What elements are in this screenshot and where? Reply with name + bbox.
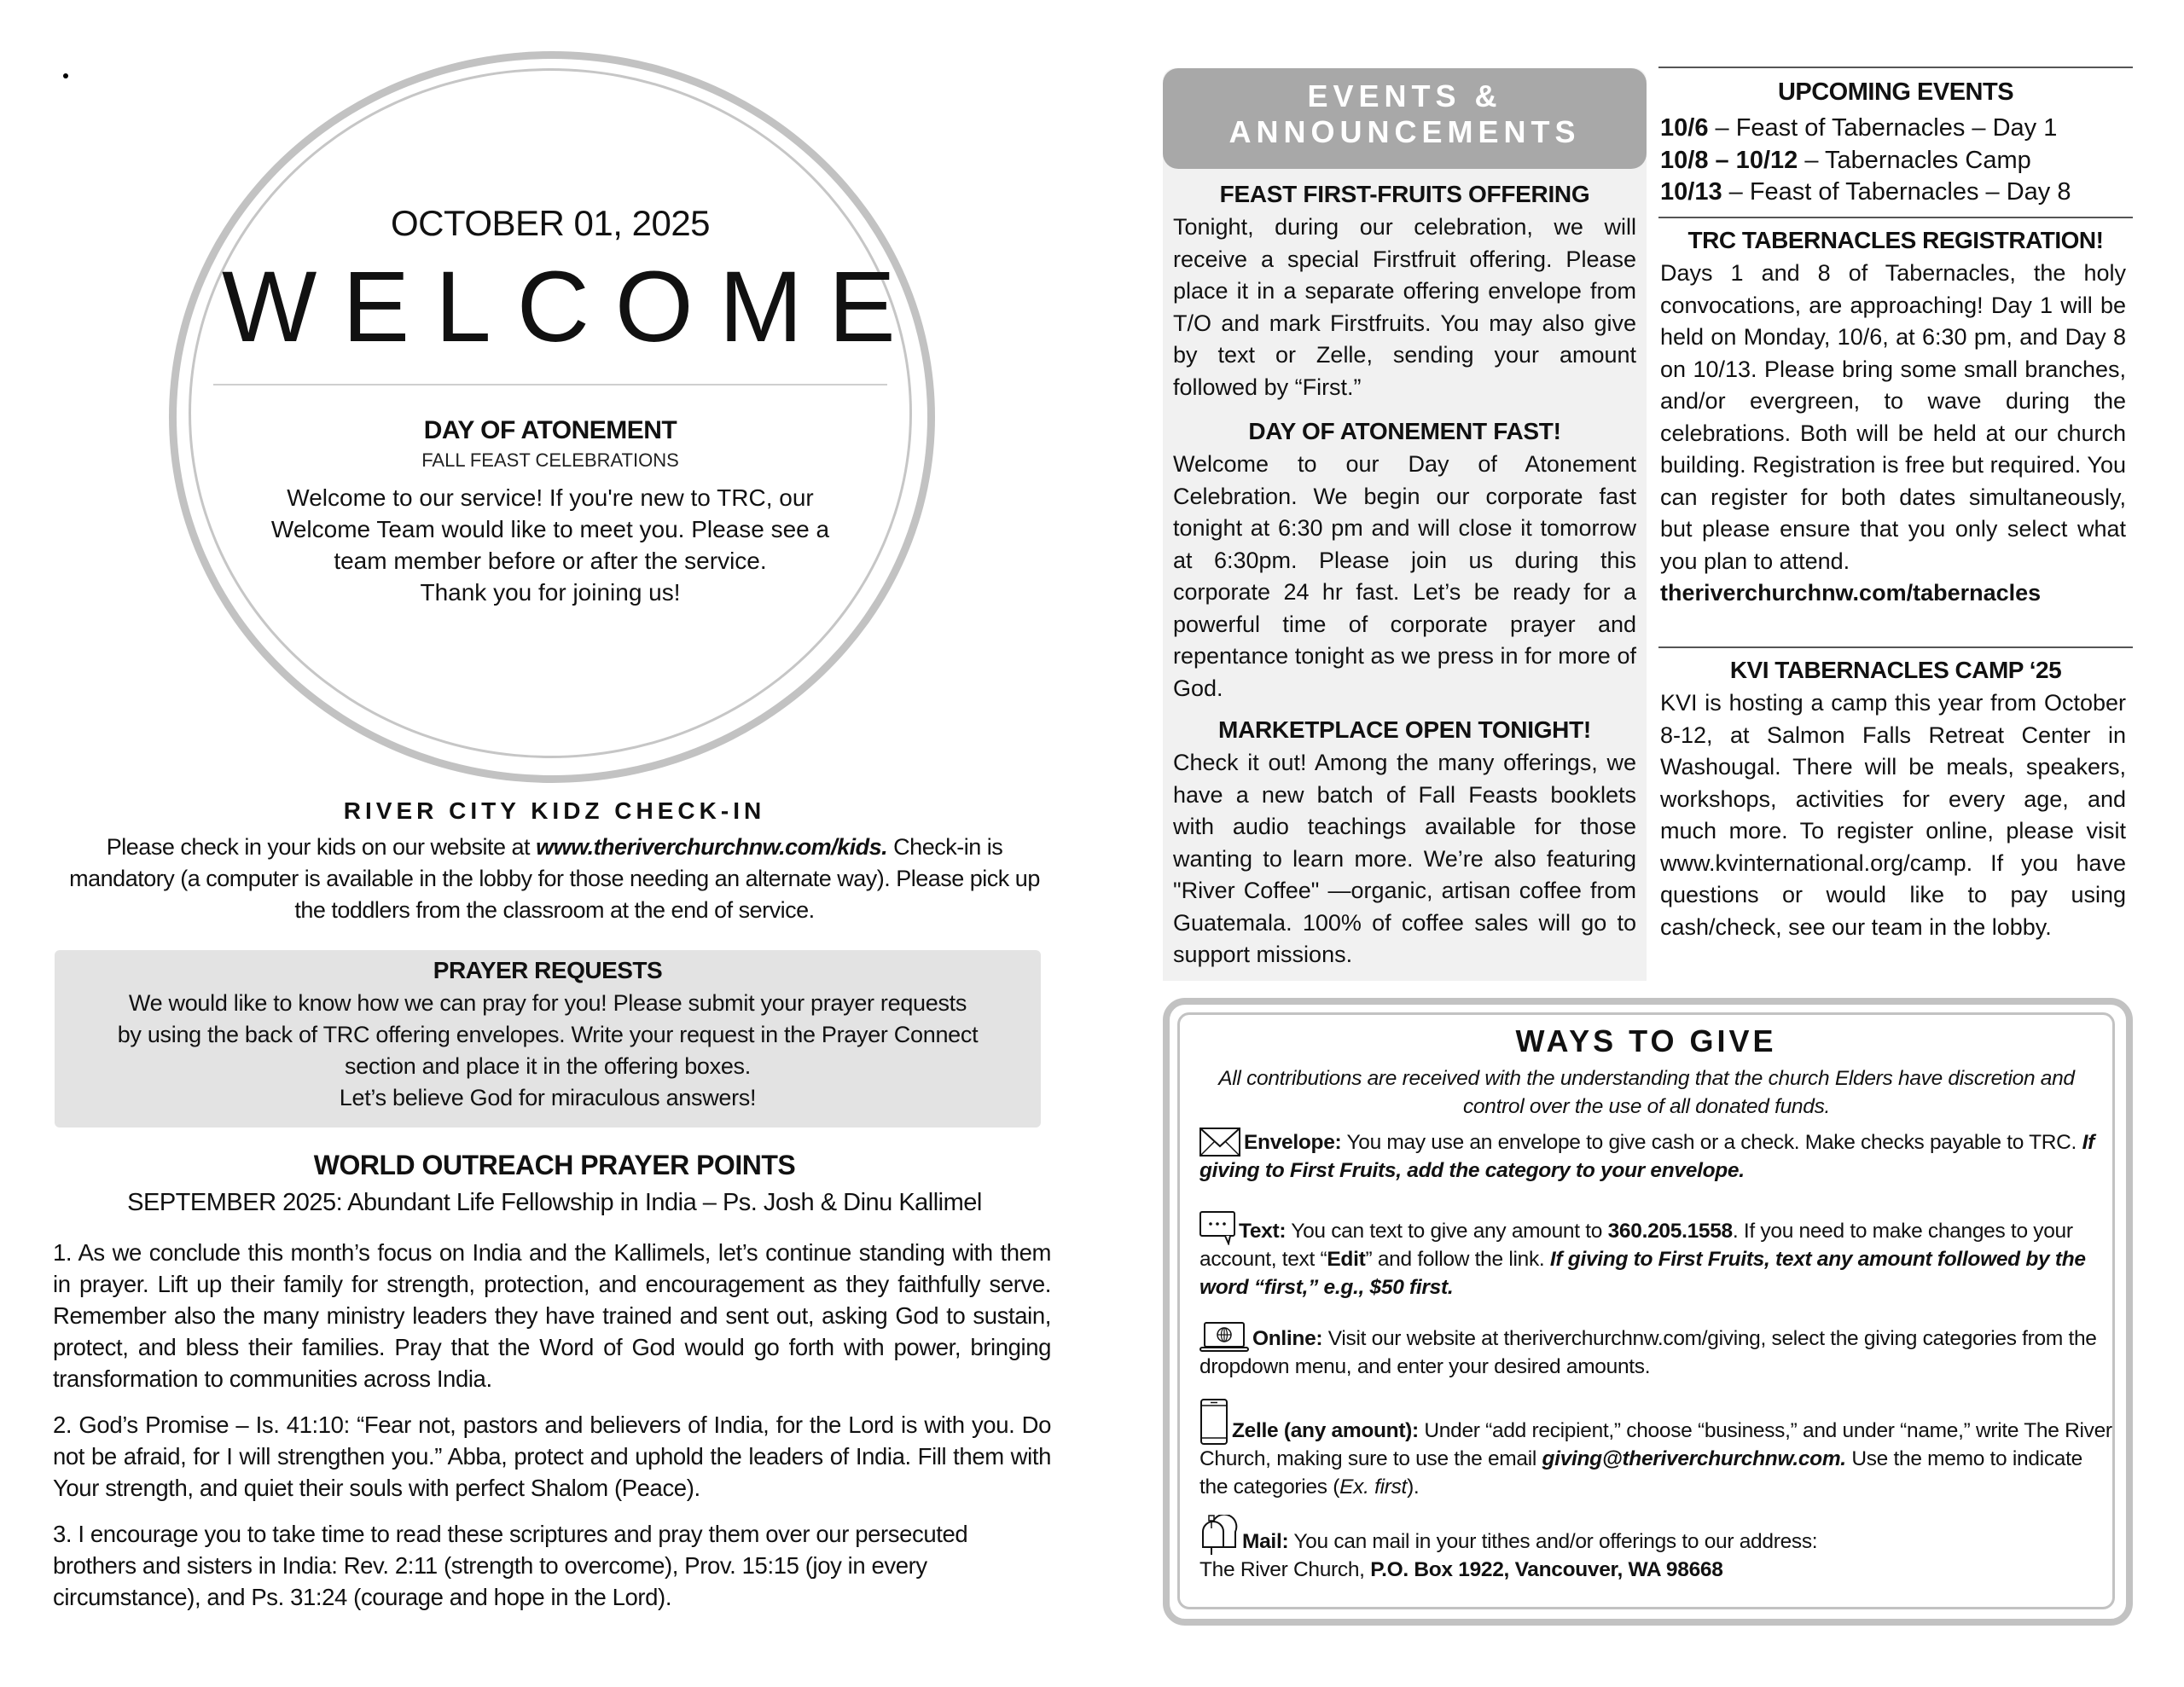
zelle-label: Zelle (any amount): bbox=[1232, 1419, 1419, 1442]
upcoming-events-title: UPCOMING EVENTS bbox=[1777, 78, 2014, 106]
prayer-requests-closing: Let’s believe God for miraculous answers! bbox=[339, 1085, 757, 1110]
welcome-thanks: Thank you for joining us! bbox=[420, 579, 681, 606]
events-header-line2: ANNOUNCEMENTS bbox=[1228, 114, 1581, 149]
give-envelope bbox=[1199, 1128, 2112, 1185]
event-subtitle: FALL FEAST CELEBRATIONS bbox=[421, 449, 679, 471]
prayer-requests-text: We would like to know how we can pray for you! Please submit your prayer requests by using the back of TRC offering envelopes. Write your request in the Prayer Connect section and place it in the offering boxes. bbox=[117, 990, 979, 1079]
outreach-point-1: 1. As we conclude this month’s focus on India and the Kallimels, let’s continue standing with them in prayer. Lift up their family for strength, protection, and encouragement as they faithfully serve. Remember also the many ministry leaders they have trained and sent out, asking God to sustain, protect, and bless their families. Pray that the Word of God would go forth with power, bringing transformation to communities across India. bbox=[53, 1239, 1051, 1392]
zelle-text: Use the memo to indicate the categories ( bbox=[1199, 1447, 2082, 1499]
event-item-body: Check it out! Among the many offerings, we have a new batch of Fall Feasts booklets with audio teachings available for those wanting to learn more. We’re also featuring "River Coffee" —organic, artisan coffee from Guatemala. 100% of coffee sales will go to support missions. bbox=[1173, 750, 1636, 967]
text-text: ” and follow the link. bbox=[1365, 1248, 1550, 1271]
kidz-body-post: Check-in is mandatory (a computer is available in the lobby for those needing an alternate way). Please pick up the toddlers from the classroom at the end of service. bbox=[69, 834, 1040, 923]
envelope-label: Envelope: bbox=[1244, 1131, 1342, 1154]
camp-body: KVI is hosting a camp this year from October 8-12, at Salmon Falls Retreat Center in Washougal. There will be meals, speakers, workshops, activities for every age, and much more. To register online, please visit www.kvinternational.org/camp. If you have questions or would like to pay using cash/check, see our team in the lobby. bbox=[1660, 690, 2126, 940]
outreach-point-2: 2. God’s Promise – Is. 41:10: “Fear not, pastors and believers of India, for the Lord is with you. Do not be afraid, for I will strengthen you.” Abba, protect and uphold the leaders of India. Fill them with Your strength, and quiet their souls with perfect Shalom (Peace). bbox=[53, 1412, 1051, 1501]
mail-label: Mail: bbox=[1242, 1530, 1289, 1553]
registration-link[interactable]: theriverchurchnw.com/tabernacles bbox=[1660, 580, 2042, 606]
zelle-example: Ex. first bbox=[1339, 1475, 1408, 1499]
welcome-title: WELCOME bbox=[222, 251, 921, 363]
zelle-text: Under “add recipient,” choose “business,” and under “name,” write The River Church, making sure to use the email bbox=[1199, 1419, 2112, 1470]
events-header-title bbox=[1163, 78, 1647, 150]
divider bbox=[1658, 217, 2133, 218]
event-item-title: DAY OF ATONEMENT FAST! bbox=[1248, 418, 1561, 444]
online-text: Visit our website at theriverchurchnw.com/giving, select the giving categories from the dropdown menu, and enter your desired amounts. bbox=[1199, 1327, 2097, 1378]
online-label: Online: bbox=[1252, 1327, 1323, 1350]
outreach-point-3: 3. I encourage you to take time to read these scriptures and pray them over our persecuted brothers and sisters in India: Rev. 2:11 (strength to overcome), Prov. 15:15 (joy in every circumstance), and Ps. 31:24 (courage and hope in the Lord). bbox=[53, 1521, 968, 1610]
mail-name: The River Church, bbox=[1199, 1558, 1371, 1581]
event-item-body: Tonight, during our celebration, we will receive a special Firstfruit offering. Please place it in a separate offering envelope from T/O and mark Firstfruits. You may also give by text or Zelle, sending your amount followed by “First.” bbox=[1173, 214, 1636, 400]
upcoming-events-list bbox=[1660, 113, 2135, 209]
upcoming-event-desc: – Tabernacles Camp bbox=[1798, 146, 2031, 174]
give-online bbox=[1199, 1322, 2112, 1381]
mail-text: You can mail in your tithes and/or offerings to our address: bbox=[1288, 1530, 1818, 1553]
kidz-checkin-title: RIVER CITY KIDZ CHECK-IN bbox=[343, 797, 766, 824]
zelle-text: ). bbox=[1407, 1475, 1420, 1499]
kidz-body-pre: Please check in your kids on our website at bbox=[106, 834, 537, 860]
envelope-icon bbox=[1199, 1128, 1240, 1157]
upcoming-event-date: 10/8 – 10/12 bbox=[1660, 146, 1798, 174]
mail-address: P.O. Box 1922, Vancouver, WA 98668 bbox=[1370, 1558, 1723, 1581]
text-keyword: Edit bbox=[1327, 1248, 1366, 1271]
give-text bbox=[1199, 1211, 2112, 1301]
upcoming-event-date: 10/13 bbox=[1660, 178, 1722, 206]
give-zelle bbox=[1199, 1399, 2112, 1501]
prayer-requests-title: PRAYER REQUESTS bbox=[433, 957, 663, 983]
upcoming-event-desc: – Feast of Tabernacles – Day 1 bbox=[1708, 114, 2058, 142]
stray-dot bbox=[63, 73, 68, 78]
ways-to-give-title: WAYS TO GIVE bbox=[1515, 1023, 1777, 1058]
event-item-title: FEAST FIRST-FRUITS OFFERING bbox=[1219, 181, 1590, 207]
welcome-ring-inner bbox=[189, 68, 921, 758]
welcome-divider bbox=[213, 384, 887, 386]
welcome-message bbox=[247, 482, 853, 608]
give-mail bbox=[1199, 1515, 2112, 1584]
upcoming-event bbox=[1660, 177, 2135, 209]
outreach-title: WORLD OUTREACH PRAYER POINTS bbox=[313, 1150, 796, 1180]
upcoming-event-date: 10/6 bbox=[1660, 114, 1709, 142]
text-text: . If you need to make changes to your account, text “ bbox=[1199, 1220, 2073, 1271]
upcoming-event bbox=[1660, 113, 2135, 145]
text-phone: 360.205.1558 bbox=[1607, 1220, 1733, 1243]
camp-title: KVI TABERNACLES CAMP ‘25 bbox=[1729, 657, 2062, 683]
event-item-body: Welcome to our Day of Atonement Celebration. We begin our corporate fast tonight at 6:30 pm and will close it tomorrow at 6:30pm. Please join us during this corporate 24 hr fast. Let’s be ready for a powerful time of corporate prayer and repentance tonight as we press in for more of God. bbox=[1173, 451, 1636, 701]
prayer-requests-body bbox=[55, 988, 1041, 1114]
mailbox-icon bbox=[1199, 1515, 1239, 1556]
text-label: Text: bbox=[1239, 1220, 1287, 1243]
events-header-line1: EVENTS & bbox=[1307, 78, 1502, 113]
event-title: DAY OF ATONEMENT bbox=[423, 416, 677, 444]
welcome-body: Welcome to our service! If you're new to TRC, our Welcome Team would like to meet you. Please see a team member before or after the service. bbox=[270, 484, 830, 574]
outreach-subtitle: SEPTEMBER 2025: Abundant Life Fellowship in India – Ps. Josh & Dinu Kallimel bbox=[127, 1189, 982, 1216]
upcoming-event bbox=[1660, 145, 2135, 177]
text-emphasis: If giving to First Fruits, text any amount followed by the word “first,” e.g., $50 first. bbox=[1199, 1248, 2086, 1299]
phone-icon bbox=[1199, 1399, 1228, 1445]
service-date: OCTOBER 01, 2025 bbox=[390, 203, 711, 243]
laptop-globe-icon bbox=[1199, 1322, 1249, 1353]
kidz-checkin-body bbox=[51, 832, 1058, 926]
divider bbox=[1658, 67, 2133, 68]
chat-bubble-icon bbox=[1199, 1211, 1235, 1245]
envelope-emphasis: If giving to First Fruits, add the category to your envelope. bbox=[1199, 1131, 2094, 1182]
upcoming-event-desc: – Feast of Tabernacles – Day 8 bbox=[1722, 178, 2071, 206]
envelope-text: You may use an envelope to give cash or a check. Make checks payable to TRC. bbox=[1341, 1131, 2082, 1154]
event-item-title: MARKETPLACE OPEN TONIGHT! bbox=[1218, 716, 1591, 743]
registration-text: Days 1 and 8 of Tabernacles, the holy convocations, are approaching! Day 1 will be held on Monday, 10/6, at 6:30 pm, and Day 8 on 10/13. Please bring some small branches, and/or evergreen, to wave during the celebrations. Both will be held at our church building. Registration is free but required. You can register for both dates simultaneously, but please ensure that you only select what you plan to attend. bbox=[1660, 260, 2126, 574]
ways-to-give-disclaimer: All contributions are received with the understanding that the church Elders have discretion and control over the use of all donated funds. bbox=[1218, 1067, 2075, 1118]
text-text: You can text to give any amount to bbox=[1286, 1220, 1608, 1243]
registration-title: TRC TABERNACLES REGISTRATION! bbox=[1687, 227, 2104, 253]
kidz-link[interactable]: www.theriverchurchnw.com/kids. bbox=[536, 834, 888, 860]
zelle-email: giving@theriverchurchnw.com. bbox=[1542, 1447, 1846, 1470]
registration-body bbox=[1660, 258, 2126, 610]
divider bbox=[1658, 646, 2133, 648]
